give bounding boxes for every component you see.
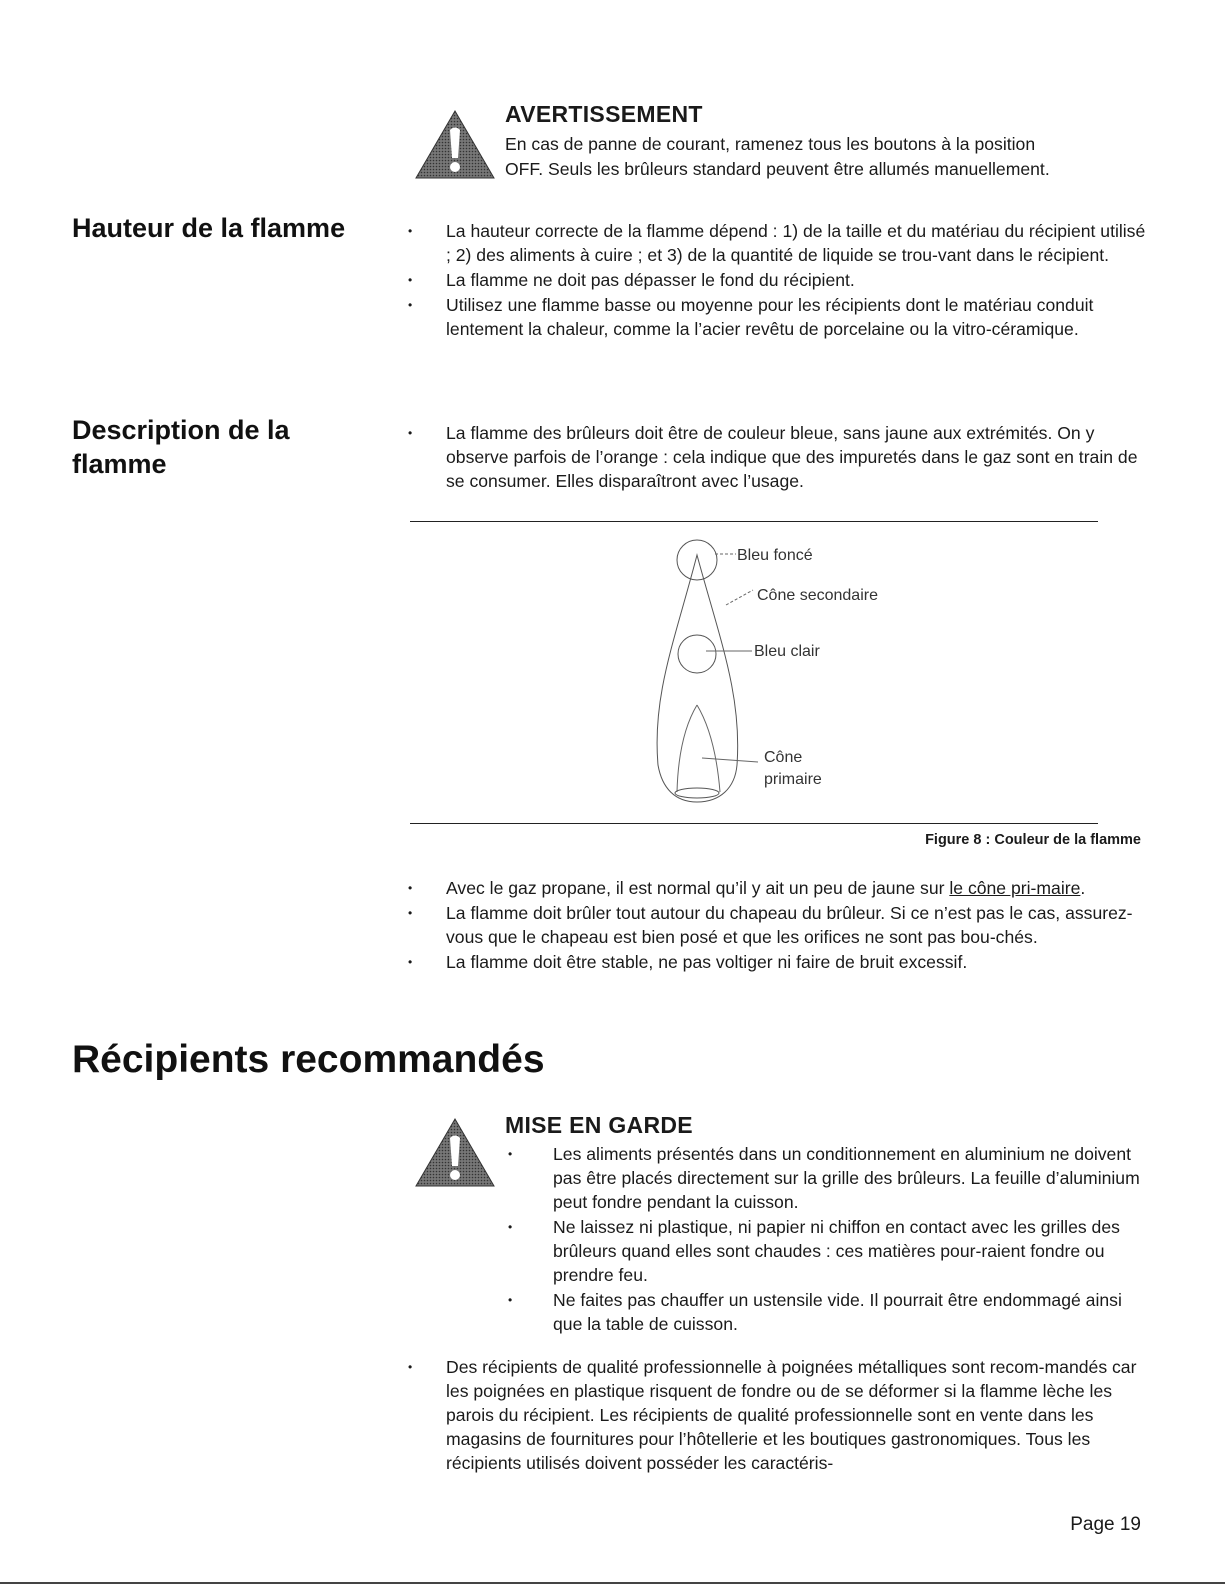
list-item: • La hauteur correcte de la flamme dépend : 1) de la taille et du matériau du récipient utilisé ; 2) des aliments à cuire ; et 3) de la quantité de liquide se trou-vant dans le récipient. [408, 219, 1148, 267]
caution-triangle-icon [414, 1116, 496, 1188]
section-heading-flame-description: Description de la flamme [72, 415, 290, 479]
list-item: • La flamme des brûleurs doit être de couleur bleue, sans jaune aux extrémités. On y observe parfois de l’orange : cela indique que des impuretés dans le gaz sont en train de se consumer. Elles disparaîtront avec l’usage. [408, 421, 1148, 493]
flame-diagram [640, 530, 940, 815]
flame-notes-list [408, 876, 1148, 975]
warning-text-line2: OFF. Seuls les brûleurs standard peuvent être allumés manuellement. [505, 159, 1050, 179]
label-dark-blue: Bleu foncé [737, 547, 813, 564]
list-item: • Ne laissez ni plastique, ni papier ni chiffon en contact avec les grilles des brûleurs quand elles sont chaudes : ces matières pour-raient fondre ou prendre feu. [508, 1215, 1143, 1287]
cookware-list [408, 1355, 1143, 1476]
list-item: • La flamme doit être stable, ne pas voltiger ni faire de bruit excessif. [408, 950, 1148, 974]
list-item: • Avec le gaz propane, il est normal qu’il y ait un peu de jaune sur le cône pri-maire. [408, 876, 1148, 900]
label-primary-cone-line1: Cône [764, 749, 803, 766]
list-item: • La flamme ne doit pas dépasser le fond du récipient. [408, 268, 1148, 292]
warning-text-line1: En cas de panne de courant, ramenez tous les boutons à la position [505, 134, 1036, 154]
section-heading-flame-height: Hauteur de la flamme [72, 213, 346, 243]
list-item: • Des récipients de qualité professionnelle à poignées métalliques sont recom-mandés car les poignées en plastique risquent de fondre ou de se déformer si la flamme lèche les parois du récipient. Les récipients de qualité professionnelle sont en vente dans les magasins de fournitures pour l’hôtellerie et les boutiques gastronomiques. Tous les récipients utilisés doivent posséder les caractéris- [408, 1355, 1143, 1475]
caution-title: MISE EN GARDE [505, 1112, 693, 1138]
figure-caption: Figure 8 : Couleur de la flamme [925, 832, 1141, 848]
warning-triangle-icon [414, 108, 496, 180]
section-title-recommended-cookware: Récipients recommandés [72, 1038, 545, 1081]
page-number: Page 19 [1070, 1514, 1141, 1535]
figure-bottom-rule [410, 823, 1098, 824]
list-item: • Ne faites pas chauffer un ustensile vide. Il pourrait être endommagé ainsi que la table de cuisson. [508, 1288, 1143, 1336]
page-bottom-border [0, 1582, 1225, 1584]
list-item: • La flamme doit brûler tout autour du chapeau du brûleur. Si ce n’est pas le cas, assurez-vous que le chapeau est bien posé et que les orifices ne sont pas bou-chés. [408, 901, 1148, 949]
flame-description-list [408, 421, 1148, 494]
primary-cone-term: le cône pri-maire [949, 878, 1081, 898]
caution-list [508, 1142, 1143, 1337]
label-light-blue: Bleu clair [754, 643, 820, 660]
warning-title: AVERTISSEMENT [505, 101, 703, 127]
list-item: • Utilisez une flamme basse ou moyenne pour les récipients dont le matériau conduit lentement la chaleur, comme la l’acier revêtu de porcelaine ou la vitro-céramique. [408, 293, 1148, 341]
flame-height-list [408, 219, 1148, 342]
figure-top-rule [410, 521, 1098, 522]
label-primary-cone-line2: primaire [764, 771, 822, 788]
list-item: • Les aliments présentés dans un conditionnement en aluminium ne doivent pas être placés directement sur la grille des brûleurs. La feuille d’aluminium peut fondre pendant la cuisson. [508, 1142, 1143, 1214]
label-secondary-cone: Cône secondaire [757, 587, 878, 604]
